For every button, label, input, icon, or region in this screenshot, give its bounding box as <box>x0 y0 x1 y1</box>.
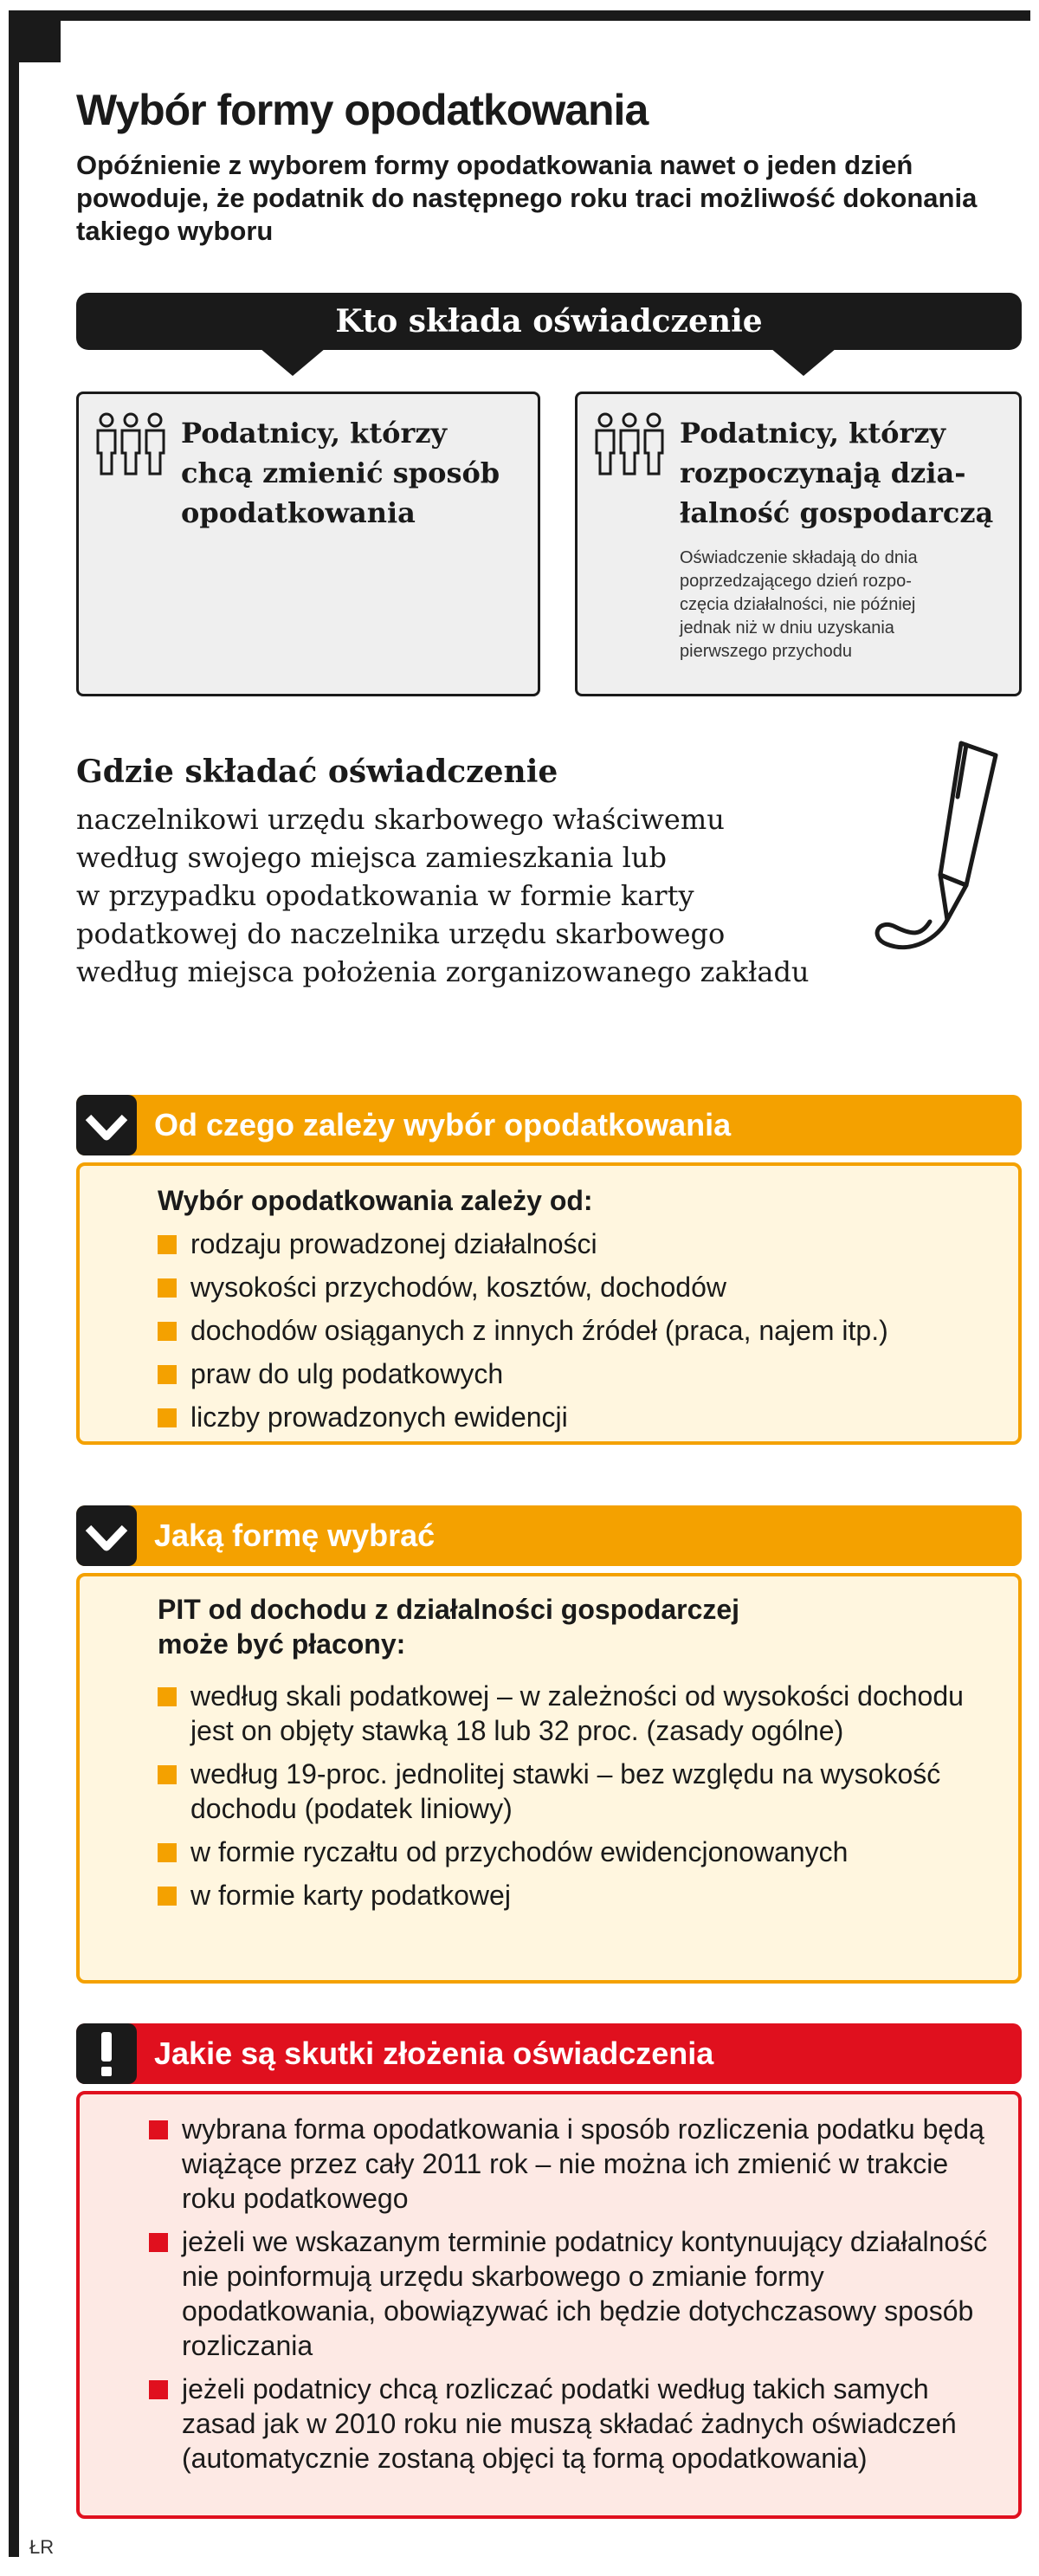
choose-lead-line: może być płacony: <box>158 1628 406 1660</box>
arrow-down-icon <box>771 348 836 376</box>
choose-list <box>158 1679 992 1921</box>
depends-lead: Wybór opodatkowania zależy od: <box>158 1185 593 1216</box>
list-item <box>158 1270 992 1304</box>
page-title: Wybór formy opodatkowania <box>76 86 649 134</box>
choose-bar <box>76 1505 1022 1566</box>
list-item-text: wybrana forma opodatkowania i sposób rozliczenia podatku będą wiążące przez cały 2011 rok – nie można ich zmienić w trakcie roku podatkowego <box>182 2113 984 2214</box>
who-box-change <box>76 392 540 696</box>
effects-bar <box>76 2023 1022 2084</box>
bullet-square-icon <box>149 2380 168 2399</box>
bullet-square-icon <box>149 2120 168 2139</box>
check-icon <box>76 1095 137 1155</box>
people-icon <box>590 410 669 476</box>
choose-box <box>76 1573 1022 1984</box>
bullet-square-icon <box>158 1365 177 1384</box>
note-line: częcia działalności, nie później <box>680 595 916 614</box>
who-left-line: opodatkowania <box>181 496 416 529</box>
effects-list <box>149 2112 992 2484</box>
choose-lead <box>158 1592 739 1661</box>
who-right-heading <box>680 413 993 533</box>
depends-list <box>158 1227 992 1443</box>
list-item-text: liczby prowadzonych ewidencji <box>190 1401 568 1433</box>
bullet-square-icon <box>158 1887 177 1906</box>
list-item <box>158 1835 992 1869</box>
where-line: podatkowej do naczelnika urzędu skarbowego <box>76 917 726 950</box>
pen-icon <box>849 728 1030 961</box>
choose-bar-label: Jaką formę wybrać <box>154 1518 436 1553</box>
bullet-square-icon <box>158 1687 177 1706</box>
effects-bar-label: Jakie są skutki złożenia oświadczenia <box>154 2036 714 2071</box>
where-line: w przypadku opodatkowania w formie karty <box>76 879 694 912</box>
bullet-square-icon <box>158 1278 177 1298</box>
who-right-line: Podatnicy, którzy <box>680 417 946 450</box>
list-item-text: wysokości przychodów, kosztów, dochodów <box>190 1272 726 1303</box>
frame-left-rule <box>9 10 19 2557</box>
list-item-text: dochodów osiąganych z innych źródeł (praca, najem itp.) <box>190 1315 888 1346</box>
bullet-square-icon <box>158 1322 177 1341</box>
list-item-text: w formie karty podatkowej <box>190 1880 511 1911</box>
list-item-text: w formie ryczałtu od przychodów ewidencjonowanych <box>190 1836 849 1867</box>
list-item-text: według 19-proc. jednolitej stawki – bez względu na wysokość dochodu (podatek liniowy) <box>190 1758 941 1824</box>
note-line: jednak niż w dniu uzyskania <box>680 618 894 638</box>
bullet-square-icon <box>158 1843 177 1862</box>
bullet-square-icon <box>158 1765 177 1784</box>
bullet-square-icon <box>158 1235 177 1254</box>
list-item-text: według skali podatkowej – w zależności od wysokości dochodu jest on objęty stawką 18 lub 32 proc. (zasady ogólne) <box>190 1680 964 1746</box>
who-right-line: rozpoczynają dzia- <box>680 456 966 489</box>
list-item <box>149 2112 992 2216</box>
who-box-start <box>575 392 1022 696</box>
who-bar: Kto składa oświadczenie <box>76 293 1022 350</box>
where-body <box>76 800 907 991</box>
who-left-line: chcą zmienić sposób <box>181 456 500 489</box>
note-line: pierwszego przychodu <box>680 642 852 661</box>
note-line: poprzedzającego dzień rozpo- <box>680 572 912 591</box>
note-line: Oświadczenie składają do dnia <box>680 548 918 567</box>
people-icon <box>91 410 171 476</box>
list-item <box>158 1400 992 1434</box>
list-item <box>158 1679 992 1748</box>
list-item <box>158 1313 992 1348</box>
where-line: według swojego miejsca zamieszkania lub <box>76 841 667 874</box>
choose-lead-line: PIT od dochodu z działalności gospodarczej <box>158 1594 740 1625</box>
list-item <box>158 1227 992 1261</box>
list-item <box>149 2372 992 2476</box>
depends-bar-label: Od czego zależy wybór opodatkowania <box>154 1107 732 1142</box>
list-item-text: rodzaju prowadzonej działalności <box>190 1228 597 1259</box>
list-item <box>158 1878 992 1913</box>
list-item <box>149 2224 992 2363</box>
author-credit: ŁR <box>29 2536 55 2558</box>
who-left-heading <box>181 413 500 533</box>
list-item-text: praw do ulg podatkowych <box>190 1358 504 1389</box>
frame-top-rule <box>9 10 1030 21</box>
bullet-square-icon <box>149 2233 168 2252</box>
depends-box <box>76 1162 1022 1445</box>
arrow-down-icon <box>260 348 326 376</box>
who-left-line: Podatnicy, którzy <box>181 417 448 450</box>
who-right-note <box>680 547 1026 663</box>
where-line: naczelnikowi urzędu skarbowego właściwemu <box>76 803 725 836</box>
depends-bar <box>76 1095 1022 1155</box>
where-heading: Gdzie składać oświadczenie <box>76 754 558 790</box>
check-icon <box>76 1505 137 1566</box>
where-line: według miejsca położenia zorganizowanego zakładu <box>76 955 810 988</box>
list-item <box>158 1757 992 1826</box>
list-item-text: jeżeli podatnicy chcą rozliczać podatki według takich samych zasad jak w 2010 roku nie muszą składać żadnych oświadczeń (automatycznie zostaną objęci tą formą opodatkowania) <box>182 2373 957 2474</box>
exclamation-icon <box>76 2023 137 2084</box>
effects-box <box>76 2091 1022 2519</box>
who-right-line: łalność gospodarczą <box>680 496 994 529</box>
list-item <box>158 1356 992 1391</box>
bullet-square-icon <box>158 1408 177 1427</box>
frame-corner <box>9 10 61 62</box>
page-subtitle: Opóźnienie z wyborem formy opodatkowania nawet o jeden dzień powoduje, że podatnik do następnego roku traci możliwość dokonania takiego wyboru <box>76 150 978 246</box>
list-item-text: jeżeli we wskazanym terminie podatnicy kontynuujący działalność nie poinformują urzędu skarbowego o zmianie formy opodatkowania, obowiązywać ich będzie dotychczasowy sposób rozliczania <box>182 2226 988 2361</box>
